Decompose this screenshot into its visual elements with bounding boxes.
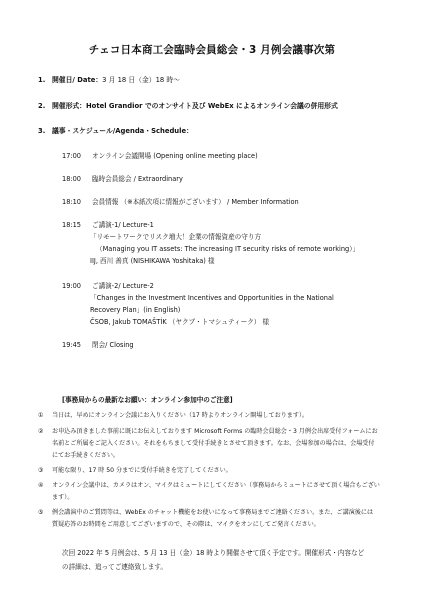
lecture-1-title-line: 「リモートワークでリスク増大！企業の情報資産の守り方 — [90, 233, 262, 241]
notice-mark: ④ — [38, 482, 44, 489]
schedule-text: 会員情報 （※本紙次項に情報がございます） / Member Information — [92, 198, 299, 206]
lecture-2-title-line: Recovery Plan」(in English) — [90, 306, 181, 314]
lecture-1-speaker: IIJ, 西川 善真 (NISHIKAWA Yoshitaka) 様 — [90, 257, 215, 265]
schedule-text: ご講演-1/ Lecture-1 — [92, 221, 154, 229]
notice-text: お申込み頂きました事前に既にお伝えしております Microsoft Forms の臨時会員総会・3 月例会出席受付フォームにお — [52, 428, 378, 435]
schedule-time: 18:15 — [62, 221, 82, 229]
notice-text: 可能な限り、17 時 50 分までに受付手続きを完了してください。 — [52, 467, 232, 474]
notice-item — [38, 507, 373, 516]
schedule-time: 17:00 — [62, 152, 82, 160]
lecture-1-title-line: （Managing you IT assets: The increasing IT security risks of remote working）」 — [96, 245, 360, 253]
schedule-text: オンライン会議開場 (Opening online meeting place) — [92, 152, 258, 160]
footer-line: 次回 2022 年 5 月例会は、5 月 13 日（金）18 時より開催させて頂く予定です。開催形式・内容など — [62, 549, 365, 557]
schedule-time: 19:45 — [62, 341, 82, 349]
lecture-2-title-line: 「Changes in the Investment Incentives and Opportunities in the National — [90, 294, 334, 302]
notice-mark: ② — [38, 428, 44, 435]
notice-mark: ⑤ — [38, 509, 44, 516]
notice-item — [38, 480, 380, 489]
section-label: 開催形式：Hotel Grandior でのオンサイト及び WebEx によるオンライン会議の併用形式 — [52, 102, 338, 110]
schedule-time: 18:10 — [62, 198, 82, 206]
date-value: 3 月 18 日（金）18 時～ — [102, 76, 180, 84]
section-date — [38, 74, 180, 84]
notice-text: オンライン会議中は、カメラはオン、マイクはミュートにしてください（事務局からミュートにさせて頂く場合もござい — [52, 482, 380, 489]
notice-text: 例会講演中のご質問等は、WebEx のチャット機能をお使いになって事務局までご連絡ください。また、ご講演後には — [52, 509, 374, 516]
lecture-2-speaker: ČSOB, Jakub TOMAŠTÍK （ヤクブ・トマシュティーク） 様 — [90, 318, 270, 326]
schedule-row — [62, 280, 154, 290]
schedule-row — [62, 173, 183, 183]
notice-item — [38, 465, 232, 474]
schedule-row — [62, 196, 299, 206]
notice-heading: [事務局からの最新なお願い：オンライン参加中のご注意] — [62, 396, 233, 404]
section-format — [38, 100, 338, 110]
notice-item — [38, 426, 378, 435]
section-label: 開催日/ Date： — [52, 76, 103, 84]
notice-mark: ③ — [38, 467, 44, 474]
schedule-text: 閉会/ Closing — [92, 341, 134, 349]
section-agenda — [38, 125, 193, 135]
notice-mark: ① — [38, 412, 44, 419]
schedule-time: 19:00 — [62, 282, 82, 290]
notice-text: 当日は、早めにオンライン会議にお入りください（17 時よりオンライン開場しております）。 — [52, 412, 309, 419]
schedule-row — [62, 339, 134, 349]
notice-continuation: にてお手続きください。 — [52, 452, 120, 459]
schedule-row — [62, 219, 154, 229]
schedule-time: 18:00 — [62, 175, 82, 183]
notice-continuation: 質疑応答のお時間をご用意してございますので、その際は、マイクをオンにしてご発言ください。 — [52, 521, 320, 528]
schedule-row — [62, 150, 258, 160]
section-number: 1. — [38, 76, 46, 84]
section-label: 議事・スケジュール/Agenda・Schedule： — [52, 127, 193, 135]
section-number: 3. — [38, 127, 46, 135]
section-number: 2. — [38, 102, 46, 110]
schedule-text: ご講演-2/ Lecture-2 — [92, 282, 154, 290]
document-title: チェコ日本商工会臨時会員総会・3 月例会議事次第 — [88, 44, 336, 56]
schedule-text: 臨時会員総会 / Extraordinary — [92, 175, 183, 183]
notice-item — [38, 410, 308, 419]
footer-line: の詳細は、追ってご連絡致します。 — [62, 563, 167, 571]
notice-continuation: ます）。 — [52, 494, 74, 501]
notice-continuation: 名前とご所属をご記入ください。それをもちまして受付手続きとさせて頂きます。なお、会場参加の場合は、会場受付 — [52, 440, 375, 447]
